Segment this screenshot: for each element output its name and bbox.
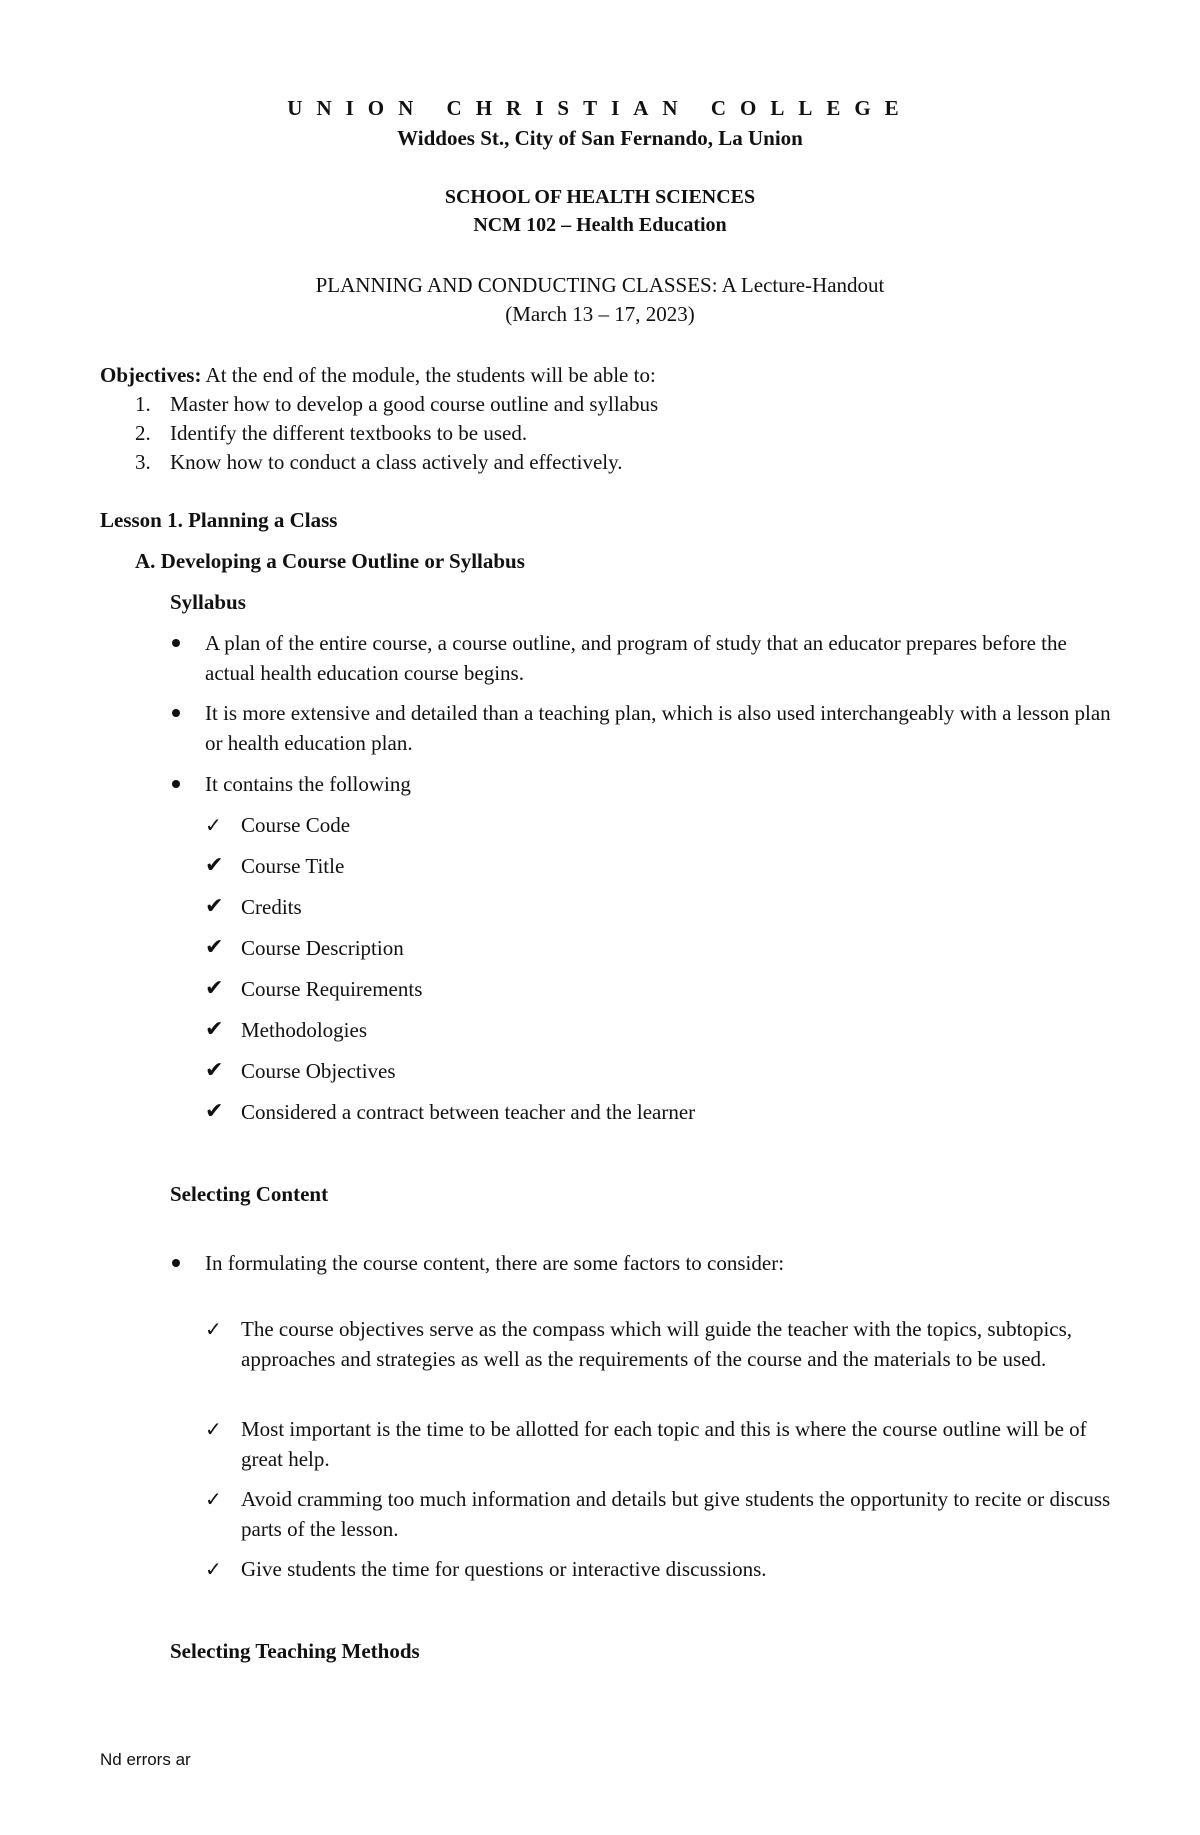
checkmark-icon: ✓	[205, 813, 222, 837]
syllabus-heading: Syllabus	[170, 590, 246, 614]
objective-number: 2.	[135, 421, 151, 445]
bullet-dot-icon	[172, 709, 180, 717]
syllabus-bullet: A plan of the entire course, a course outline, and program of study that an educator prepares before the actual health education course begins.	[205, 631, 1067, 685]
checklist-item: Course Requirements	[241, 977, 423, 1001]
lesson-title: Lesson 1. Planning a Class	[100, 508, 338, 532]
checklist-item: Course Description	[241, 936, 404, 960]
content-factor: Give students the time for questions or interactive discussions.	[241, 1557, 767, 1581]
college-address: Widdoes St., City of San Fernando, La Union	[397, 126, 803, 150]
syllabus-bullet: It contains the following	[205, 772, 411, 796]
section-a-heading: A. Developing a Course Outline or Syllabus	[135, 549, 525, 573]
objective-item: Identify the different textbooks to be used.	[170, 421, 528, 445]
objective-number: 1.	[135, 392, 151, 416]
college-name: UNION CHRISTIAN COLLEGE	[287, 96, 913, 120]
handout-title: PLANNING AND CONDUCTING CLASSES: A Lecture-Handout	[315, 273, 885, 297]
checkmark-icon: ✓	[205, 1487, 222, 1511]
content-factor: Most important is the time to be allotted for each topic and this is where the course outline will be of great help.	[241, 1417, 1087, 1471]
objectives-intro: At the end of the module, the students will be able to:	[201, 363, 656, 387]
checkmark-icon: ✔	[205, 1017, 224, 1042]
objective-item: Know how to conduct a class actively and effectively.	[170, 450, 623, 474]
bullet-dot-icon	[172, 780, 180, 788]
checkmark-icon: ✓	[205, 1417, 222, 1441]
selecting-methods-heading: Selecting Teaching Methods	[170, 1639, 420, 1663]
checkmark-icon: ✔	[205, 894, 224, 919]
content-bullet: In formulating the course content, there are some factors to consider:	[205, 1251, 785, 1275]
content-factor: The course objectives serve as the compass which will guide the teacher with the topics, subtopics, approaches and strategies as well as the requirements of the course and the materials to be used.	[241, 1317, 1073, 1371]
checklist-item: Credits	[241, 895, 302, 919]
bullet-dot-icon	[172, 1259, 180, 1267]
bullet-dot-icon	[172, 639, 180, 647]
objective-number: 3.	[135, 450, 151, 474]
checkmark-icon: ✔	[205, 1099, 224, 1124]
checkmark-icon: ✔	[205, 853, 224, 878]
selecting-content-heading: Selecting Content	[170, 1182, 329, 1206]
content-factor: Avoid cramming too much information and details but give students the opportunity to recite or discuss parts of the lesson.	[241, 1487, 1111, 1541]
checklist-item: Course Code	[241, 813, 351, 837]
footer-note: Nd errors ar	[100, 1750, 191, 1769]
checklist-item: Considered a contract between teacher and the learner	[241, 1100, 696, 1124]
checklist-item: Methodologies	[241, 1018, 367, 1042]
checkmark-icon: ✔	[205, 935, 224, 960]
course-title: NCM 102 – Health Education	[473, 214, 727, 236]
checklist-item: Course Title	[241, 854, 345, 878]
school-name: SCHOOL OF HEALTH SCIENCES	[444, 186, 756, 208]
checkmark-icon: ✓	[205, 1557, 222, 1581]
objective-item: Master how to develop a good course outline and syllabus	[170, 392, 659, 416]
checkmark-icon: ✔	[205, 976, 224, 1001]
objectives-line	[100, 360, 656, 390]
syllabus-bullet: It is more extensive and detailed than a teaching plan, which is also used interchangeably with a lesson plan or health education plan.	[205, 701, 1111, 755]
checklist-item: Course Objectives	[241, 1059, 396, 1083]
objectives-label: Objectives:	[100, 363, 202, 387]
handout-date: (March 13 – 17, 2023)	[505, 302, 695, 326]
checkmark-icon: ✔	[205, 1058, 224, 1083]
checkmark-icon: ✓	[205, 1317, 222, 1341]
